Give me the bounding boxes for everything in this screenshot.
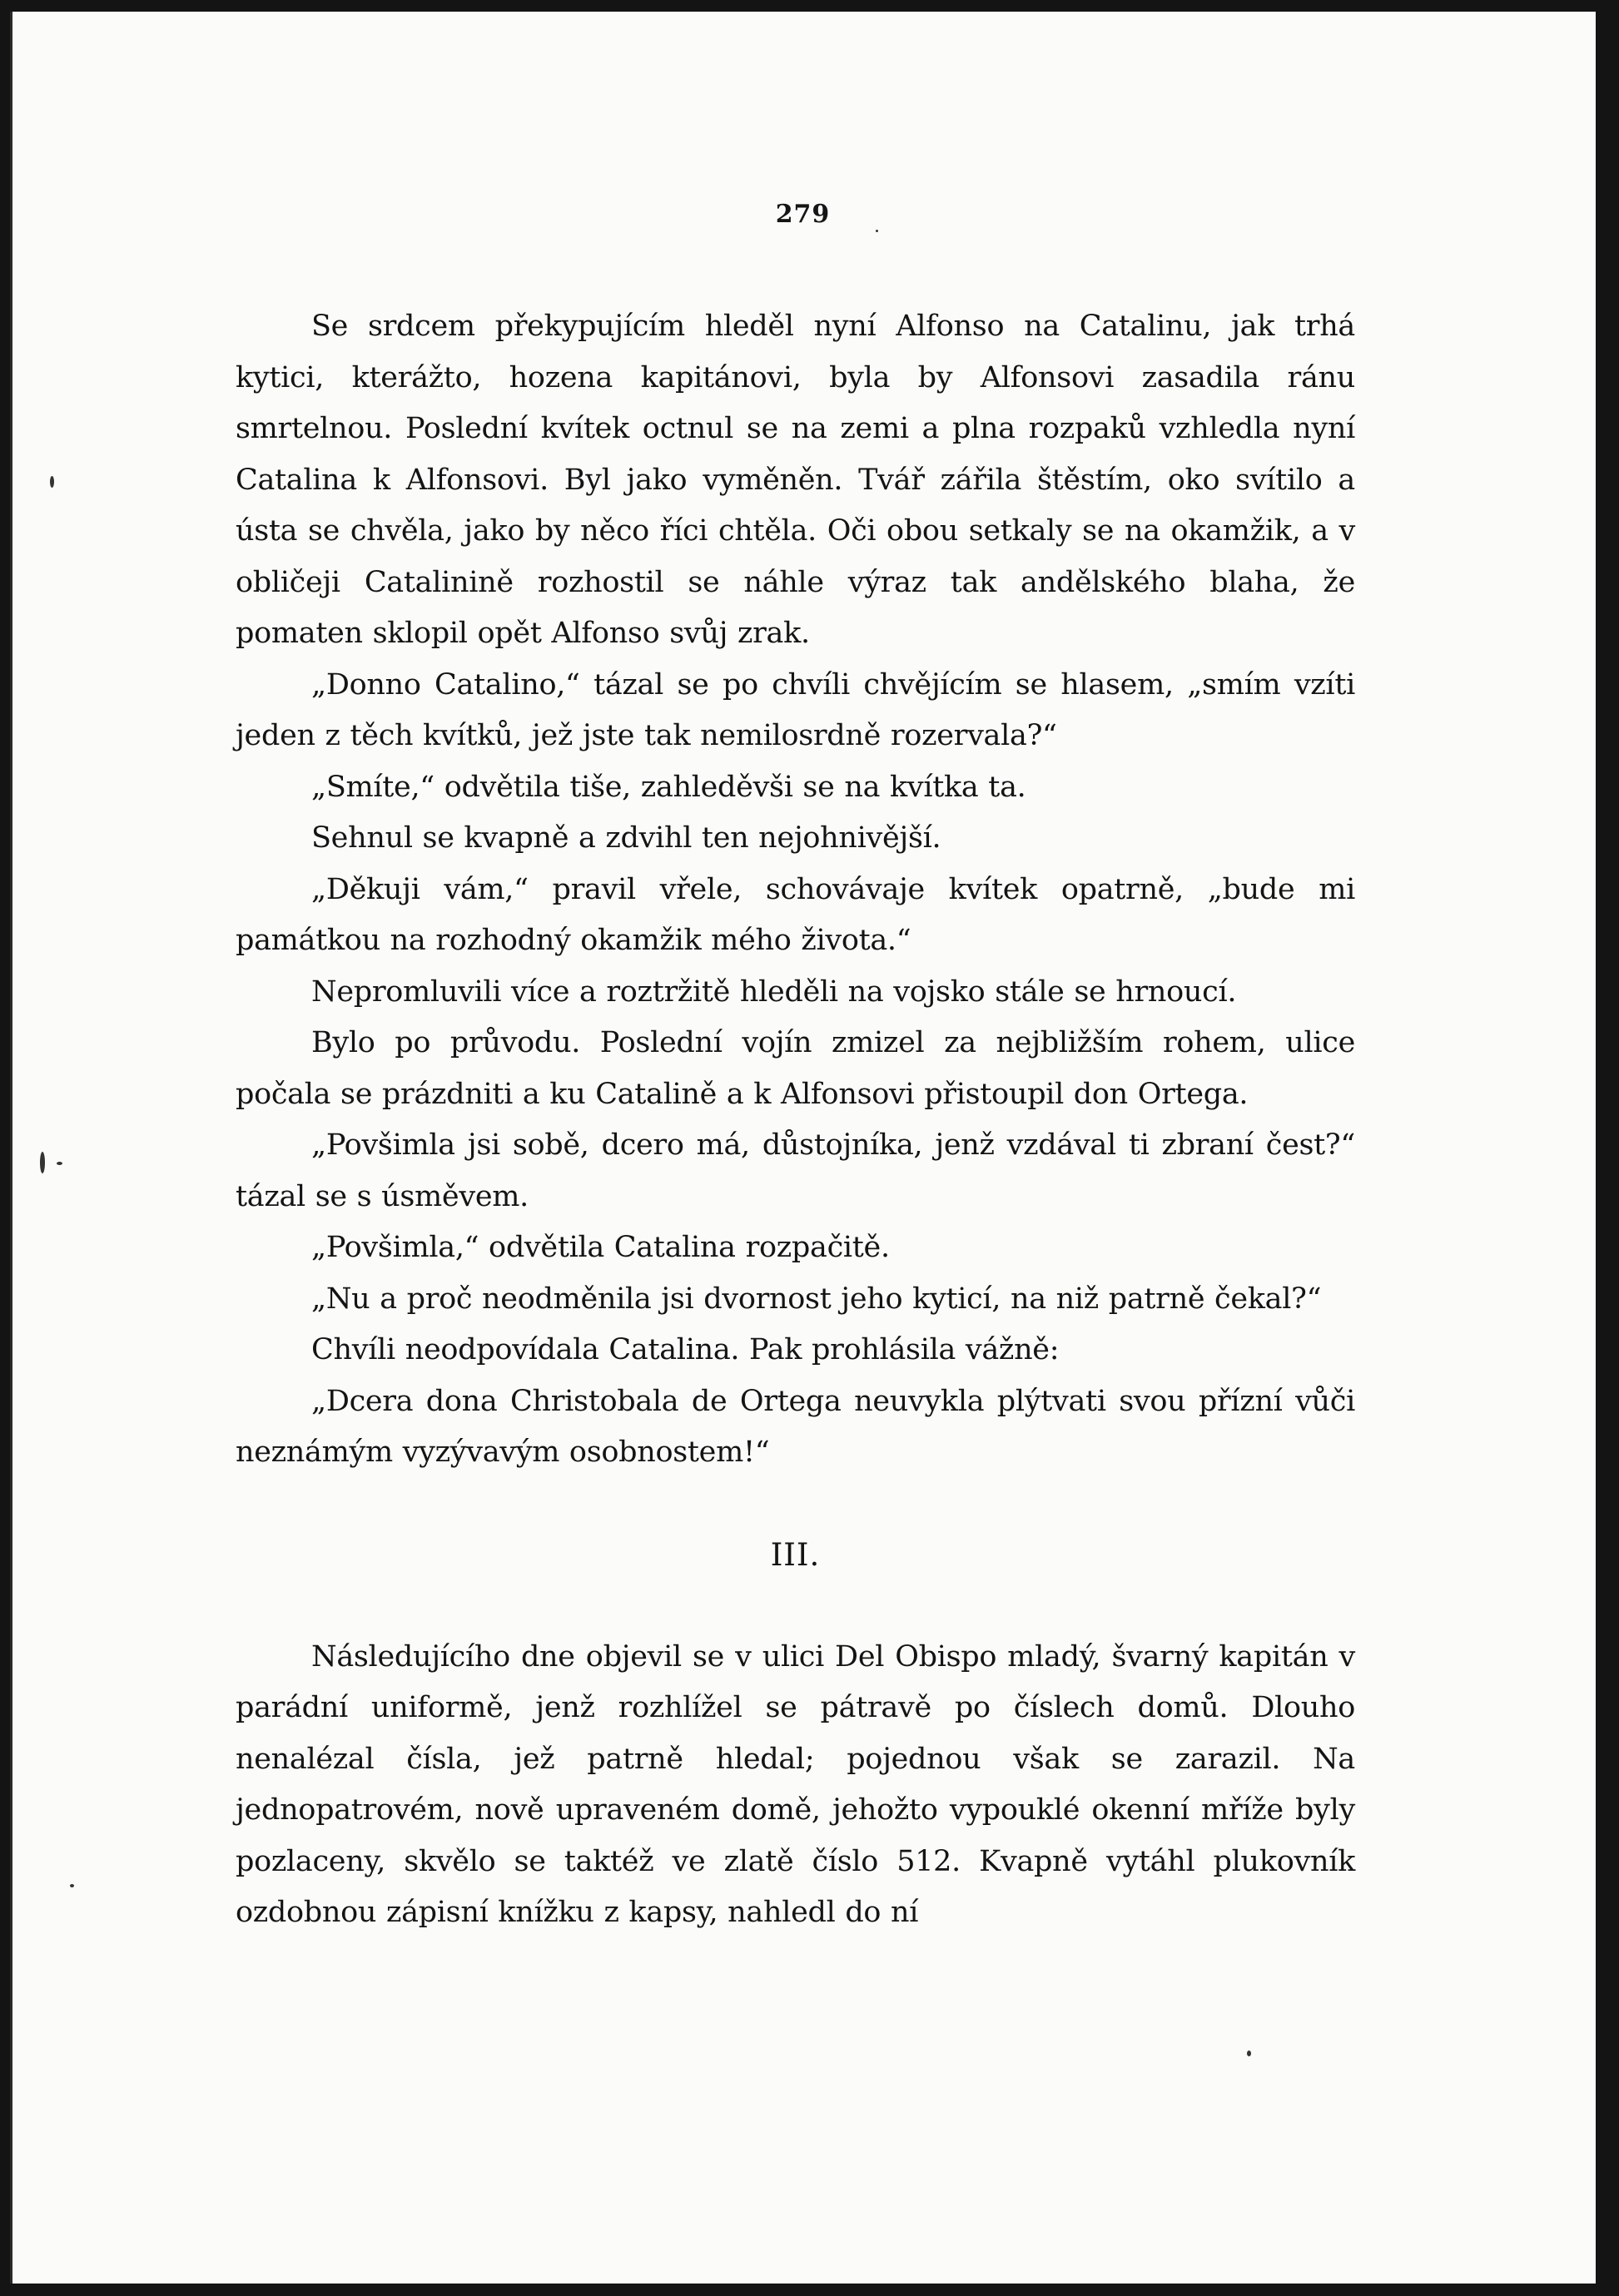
speck <box>50 476 54 488</box>
paragraph: „Dcera dona Christobala de Ortega neuvykla plýtvati svou přízní vůči neznámým vyzývavým osobnostem!“ <box>236 1384 1355 1469</box>
paragraph: „Smíte,“ odvětila tiše, zahleděvši se na kvítka ta. <box>311 770 1026 804</box>
paragraph: „Nu a proč neodměnila jsi dvornost jeho kyticí, na niž patrně čekal?“ <box>311 1282 1322 1316</box>
speck <box>876 230 878 232</box>
paragraph: „Donno Catalino,“ tázal se po chvíli chvějícím se hlasem, „smím vzíti jeden z těch kvítků, jež jste tak nemilosrdně rozervala?“ <box>236 667 1355 752</box>
paragraph: Následujícího dne objevil se v ulici Del Obispo mladý, švarný kapitán v parádní uniformě, jenž rozhlížel se pátravě po číslech domů. Dlouho nenalézal čísla, jež patrně hledal; pojednou však se zarazil. Na jednopatrovém, nově upraveném domě, jehožto vypouklé okenní mříže byly pozlaceny, skvělo se taktéž ve zlatě číslo 512. Kvapně vytáhl plukovník ozdobnou zápisní knížku z kapsy, nahledl do ní <box>236 1639 1355 1929</box>
paragraph: Sehnul se kvapně a zdvihl ten nejohnivější. <box>311 821 941 855</box>
speck <box>57 1162 62 1165</box>
paragraph: Bylo po průvodu. Poslední vojín zmizel za nejbližším rohem, ulice počala se prázdniti a ku Catalině a k Alfonsovi přistoupil don Ortega. <box>236 1026 1355 1111</box>
paragraph: Nepromluvili více a roztržitě hleděli na vojsko stále se hrnoucí. <box>311 974 1237 1009</box>
paragraph: „Děkuji vám,“ pravil vřele, schovávaje kvítek opatrně, „bude mi památkou na rozhodný okamžik mého života.“ <box>236 872 1355 957</box>
paragraph: „Povšimla jsi sobě, dcero má, důstojníka, jenž vzdával ti zbraní čest?“ tázal se s úsměvem. <box>236 1128 1355 1213</box>
paragraph: Se srdcem překypujícím hleděl nyní Alfonso na Catalinu, jak trhá kytici, kterážto, hozena kapitánovi, byla by Alfonsovi zasadila ránu smrtelnou. Poslední kvítek octnul se na zemi a plna rozpaků vzhledla nyní Catalina k Alfonsovi. Byl jako vyměněn. Tvář zářila štěstím, oko svítilo a ústa se chvěla, jako by něco říci chtěla. Oči obou setkaly se na okamžik, a v obličeji Catalinině rozhostil se náhle výraz tak andělského blaha, že pomaten sklopil opět Alfonso svůj zrak. <box>236 310 1355 650</box>
page-number: 279 <box>775 200 831 229</box>
speck <box>1247 2051 1251 2056</box>
page-left-edge <box>10 12 12 2284</box>
speck <box>40 1152 45 1173</box>
book-page <box>10 12 1596 2284</box>
paragraph: „Povšimla,“ odvětila Catalina rozpačitě. <box>311 1231 890 1264</box>
body-text <box>236 301 1355 1939</box>
paragraph: Chvíli neodpovídala Catalina. Pak prohlásila vážně: <box>311 1333 1060 1366</box>
section-heading: III. <box>770 1536 821 1573</box>
speck <box>70 1884 74 1887</box>
